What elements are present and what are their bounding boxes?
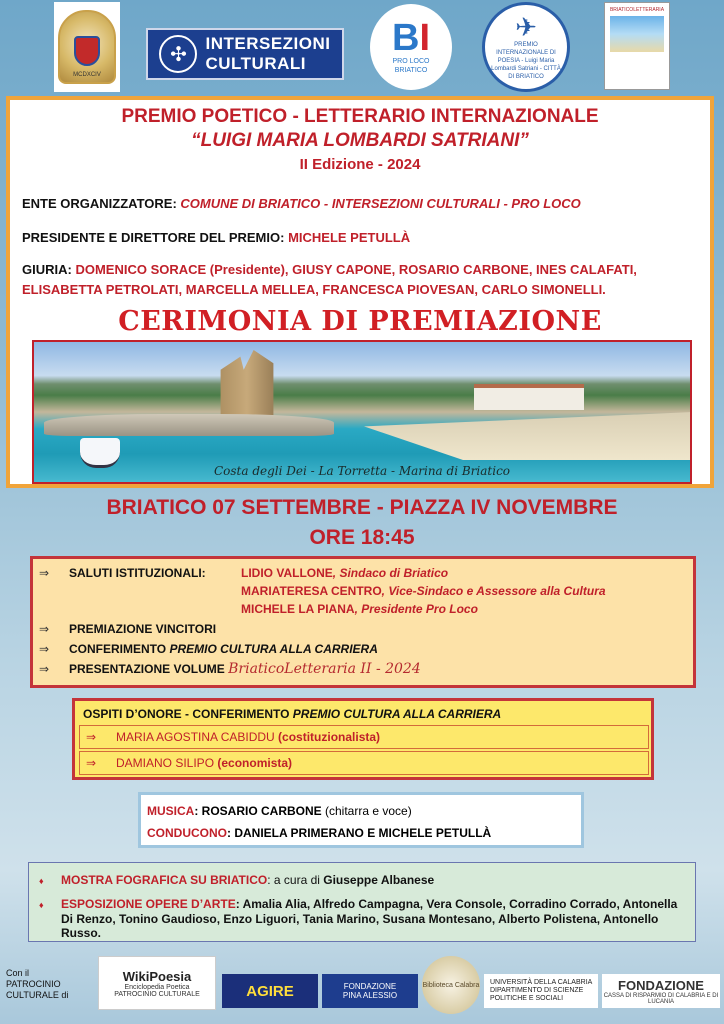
uni-line-3: POLITICHE E SOCIALI [490,995,564,1002]
prize-subtitle: “LUIGI MARIA LOMBARDI SATRIANI” [191,130,529,151]
giuria-label: GIURIA: [22,262,76,277]
pro-loco-line-2: BRIATICO [394,67,428,74]
music-value: : ROSARIO CARBONE [194,804,326,818]
speaker-1-name: LIDIO VALLONE [241,566,333,580]
arrow-right-icon: ⇒ [39,642,50,656]
guests-box [72,698,654,780]
conferimento-value: PREMIO CULTURA ALLA CARRIERA [169,642,378,656]
guest-1-role: (costituzionalista) [278,730,381,744]
intersezioni-line-1: INTERSEZIONI [205,34,331,53]
music-box [138,792,584,848]
programme-box [30,556,696,688]
agire-logo: AGIRE [222,974,318,1008]
music-row [147,803,412,819]
diamond-bullet-icon: ♦ [39,876,44,886]
speaker-3-name: MICHELE LA PIANA [241,602,355,616]
fondazione-carical-logo [602,974,720,1008]
pegasus-icon: ✈ [515,12,537,42]
beach-image [364,412,692,460]
speaker-3 [241,601,478,617]
arrow-right-icon: ⇒ [39,662,50,676]
mostra-row [39,873,434,888]
guest-2-name: DAMIANO SILIPO [116,756,218,770]
music-label: MUSICA [147,804,195,818]
saluti-label: SALUTI ISTITUZIONALI: [69,566,206,580]
intersezioni-line-2: CULTURALI [205,54,306,73]
fond-line-1: FONDAZIONE [618,977,704,993]
programme-premiazione [39,621,216,637]
main-info-box [6,96,714,488]
city-caption: MCDXCIV [73,72,101,78]
ente-label: ENTE ORGANIZZATORE: [22,196,181,211]
briatico-letteraria-book-cover [604,2,670,90]
esposizione-row [39,897,689,940]
conferimento-label: CONFERIMENTO [69,642,170,656]
wiki-name: WikiPoesia [122,968,192,984]
arrow-right-icon: ⇒ [86,730,97,744]
wiki-patrocinio: PATROCINIO CULTURALE [114,990,200,998]
host-label: CONDUCONO [147,826,227,840]
fond-line-2: CASSA DI RISPARMIO DI CALABRIA E DI LUCANIA [603,992,719,1005]
guest-2-role: (economista) [217,756,293,770]
guest-1-name: MARIA AGOSTINA CABIDDU [116,730,279,744]
presentazione-label: PRESENTAZIONE VOLUME [69,662,229,676]
speaker-2-role: , Vice-Sindaco e Assessore alla Cultura [381,584,606,598]
arrow-right-icon: ⇒ [39,622,50,636]
patrocinio-line-1: Con il PATROCINIO [6,968,61,989]
programme-conferimento [39,641,378,657]
tower-ruin-image [214,350,280,416]
guest-2 [79,751,649,775]
host-row [147,825,491,841]
music-detail: (chitarra e voce) [325,804,412,818]
mostra-label: MOSTRA FOGRAFICA SU BRIATICO [61,873,268,887]
mostra-value: Giuseppe Albanese [323,873,435,887]
prize-edition: II Edizione - 2024 [299,156,421,173]
city-coat-of-arms-logo [54,2,120,92]
esposizione-value: : Amalia Alia, Alfredo Campagna, Vera Console, Corradino Corrado, Antonella Di Renzo, Tonino Gaudioso, Enzo Liguori, Tania Marino, Susana Montesano, Alberto Polistena, Antonello Russo. [61,897,678,940]
intersezioni-culturali-logo [146,28,344,80]
pro-loco-logo [370,4,452,90]
fondazione-pina-alessio-logo [322,974,418,1008]
diamond-bullet-icon: ♦ [39,900,44,910]
pro-loco-line-1: PRO LOCO [392,58,430,65]
mostra-mid: : a cura di [267,873,324,887]
guests-heading-a: OSPITI D’ONORE - CONFERIMENTO [83,707,293,721]
giuria [22,260,702,300]
pina-line-1: FONDAZIONE [343,982,397,991]
speaker-2 [241,583,606,599]
breakwater-image [44,414,334,436]
seal-icon [58,10,116,84]
speaker-3-role: , Presidente Pro Loco [354,602,478,616]
shield-icon [74,36,100,66]
pro-loco-mark-icon: BI [391,17,430,59]
event-place-date: BRIATICO 07 SETTEMBRE - PIAZZA IV NOVEMBRE [106,496,618,519]
premio-poesia-logo [482,2,570,92]
premio-ring-text: PREMIO INTERNAZIONALE DI POESIA - Luigi Maria Lombardi Satriani - CITTÀ DI BRIATICO [491,42,561,80]
pina-line-2: PINA ALESSIO [342,991,398,1000]
biblioteca-calabra-logo: Biblioteca Calabra [422,956,480,1014]
extras-box [28,862,696,942]
uni-line-1: UNIVERSITÀ DELLA CALABRIA [490,979,593,986]
event-time: ORE 18:45 [309,526,415,549]
presentazione-value: BriaticoLetteraria II - 2024 [228,661,421,677]
universita-calabria-logo [484,974,598,1008]
giuria-value: DOMENICO SORACE (Presidente), GIUSY CAPONE, ROSARIO CARBONE, INES CALAFATI, ELISABETTA PETROLATI, MARCELLA MELLEA, FRANCESCA PIOVESAN, CARLO SIMONELLI. [22,262,637,297]
premiazione-label: PREMIAZIONE VINCITORI [69,622,217,636]
presidente [22,228,702,248]
esposizione-label: ESPOSIZIONE OPERE D’ARTE [61,897,236,911]
speaker-1 [241,565,448,581]
guests-heading [83,707,501,721]
arrow-right-icon: ⇒ [86,756,97,770]
presidente-label: PRESIDENTE E DIRETTORE DEL PREMIO: [22,230,289,245]
prize-title: PREMIO POETICO - LETTERARIO INTERNAZIONALE [121,106,599,127]
houses-image [474,384,584,410]
photo-caption: Costa degli Dei - La Torretta - Marina di Briatico [213,464,511,478]
ceremony-heading: CERIMONIA DI PREMIAZIONE [118,306,602,337]
uni-line-2: DIPARTIMENTO DI SCIENZE [490,987,584,994]
wiki-sub: Enciclopedia Poetica [124,983,190,991]
presidente-value: MICHELE PETULLÀ [288,230,411,245]
book-title: BRIATICOLETTERARIA [609,7,665,13]
programme-saluti [39,565,206,581]
guests-heading-b: PREMIO CULTURA ALLA CARRIERA [292,707,502,721]
logo-row [0,0,724,96]
knot-icon: ✣ [159,35,197,73]
book-cover-image [610,16,664,52]
patrocinio-label [6,968,86,1001]
guest-1 [79,725,649,749]
wikipoesia-logo [98,956,216,1010]
host-value: : DANIELA PRIMERANO E MICHELE PETULLÀ [227,826,492,840]
speaker-2-name: MARIATERESA CENTRO [241,584,382,598]
ente-value: COMUNE DI BRIATICO - INTERSEZIONI CULTURALI - PRO LOCO [180,196,581,211]
coast-photo [32,340,692,484]
speaker-1-role: , Sindaco di Briatico [332,566,449,580]
patrocinio-line-2: CULTURALE di [6,990,69,1000]
arrow-right-icon: ⇒ [39,566,50,580]
programme-presentazione [39,661,421,677]
ente-organizzatore [22,194,702,214]
